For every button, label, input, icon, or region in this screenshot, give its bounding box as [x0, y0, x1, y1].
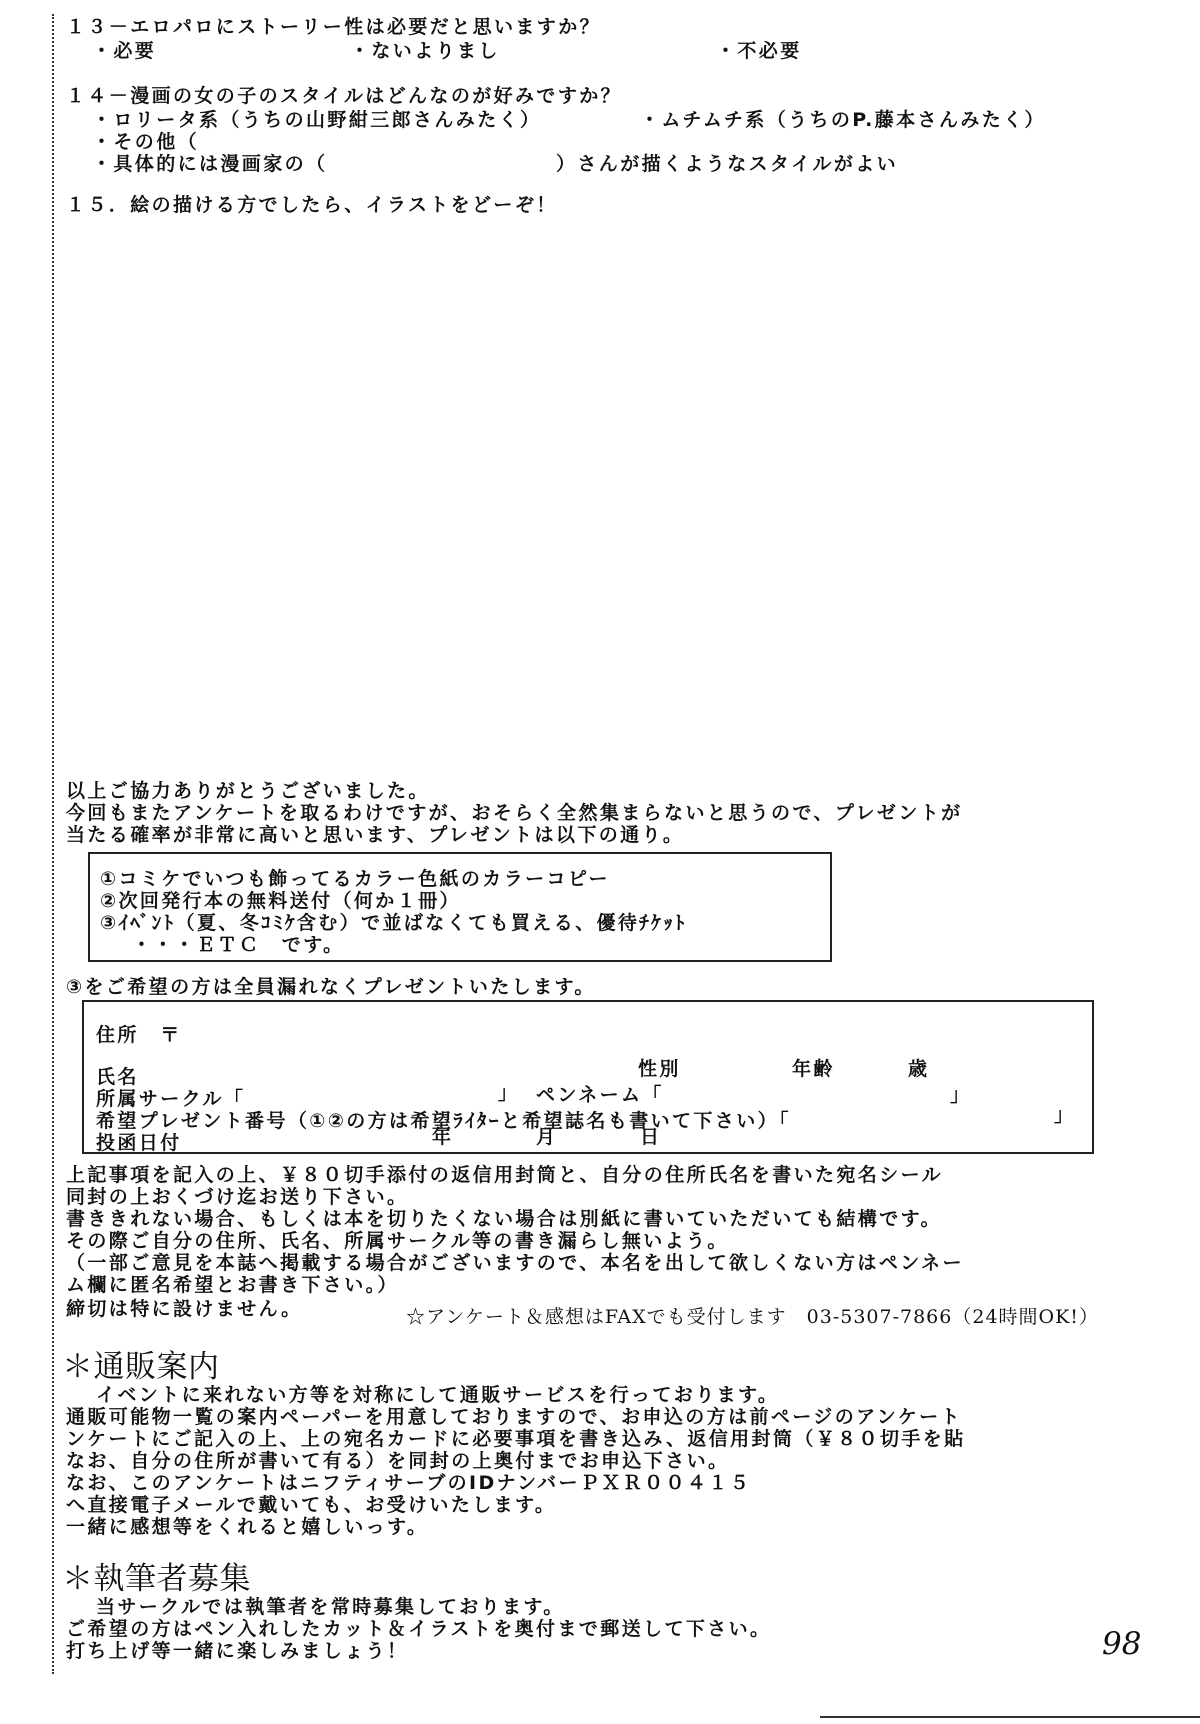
q13-option-better-than-none: ・ないよりまし	[350, 40, 500, 62]
present-note: ③をご希望の方は全員漏れなくプレゼントいたします。	[66, 976, 596, 998]
bottom-edge-rule	[820, 1716, 1200, 1718]
fax-handwritten-note: ☆アンケート＆感想はFAXでも受付します 03-5307-7866（24時間OK!）	[406, 1306, 1099, 1328]
mail-order-line-5: なお、このアンケートはニフティサーブのIDナンバーＰＸＲ００４１５	[66, 1472, 752, 1494]
instruction-line-2: 同封の上おくづけ迄お送り下さい。	[66, 1186, 409, 1208]
thanks-line-1: 以上ご協力ありがとうございました。	[66, 780, 430, 802]
mail-order-line-6: へ直接電子メールで戴いても、お受けいたします。	[66, 1494, 557, 1516]
mail-order-line-1: イベントに来れない方等を対称にして通販サービスを行っております。	[96, 1384, 780, 1406]
illustration-space	[70, 215, 1150, 770]
page-number: 98	[1102, 1626, 1142, 1662]
form-age-label: 年齢	[792, 1058, 835, 1080]
instruction-line-1: 上記事項を記入の上、￥８０切手添付の返信用封筒と、自分の住所氏名を書いた宛名シール	[66, 1164, 944, 1186]
form-gender-label: 性別	[638, 1058, 681, 1080]
form-name-label: 氏名	[96, 1066, 139, 1088]
dotted-cut-line	[52, 14, 54, 1674]
form-penname-label: ペンネーム「	[536, 1084, 664, 1106]
form-penname-close: 」	[950, 1084, 972, 1106]
form-present-number-label: 希望プレゼント番号（①②の方は希望ﾗｲﾀｰと希望誌名も書いて下さい）「	[96, 1110, 791, 1132]
question-13: １３－エロパロにストーリー性は必要だと思いますか？	[66, 16, 602, 38]
q14-option-specific-artist-tail: ）さんが描くようなスタイルがよい	[556, 153, 899, 175]
q14-option-lolita: ・ロリータ系（うちの山野紺三郎さんみたく）	[92, 109, 542, 131]
writers-wanted-heading: ＊執筆者募集	[62, 1561, 251, 1597]
writers-line-2: ご希望の方はペン入れしたカット＆イラストを奥付まで郵送して下さい。	[66, 1618, 772, 1640]
present-item-1: ①コミケでいつも飾ってるカラー色紙のカラーコピー	[100, 868, 610, 890]
mail-order-line-4: なお、自分の住所が書いて有る）を同封の上奥付までお申込下さい。	[66, 1450, 730, 1472]
form-month-label: 月	[536, 1126, 558, 1148]
thanks-line-2: 今回もまたアンケートを取るわけですが、おそらく全然集まらないと思うので、プレゼントが	[66, 802, 963, 824]
mail-order-line-3: ンケートにご記入の上、上の宛名カードに必要事項を書き込み、返信用封筒（￥８０切手を貼	[66, 1428, 966, 1450]
writers-line-1: 当サークルでは執筆者を常時募集しております。	[96, 1596, 565, 1618]
instruction-line-4: その際ご自分の住所、氏名、所属サークル等の書き漏らし無いよう。	[66, 1230, 729, 1252]
form-circle-label: 所属サークル「	[96, 1088, 246, 1110]
q14-option-specific-artist: ・具体的には漫画家の（	[92, 153, 328, 175]
mail-order-line-7: 一緒に感想等をくれると嬉しいっす。	[66, 1516, 429, 1538]
question-14: １４－漫画の女の子のスタイルはどんなのが好みですか？	[66, 85, 623, 107]
q13-option-unnecessary: ・不必要	[716, 40, 802, 62]
thanks-line-3: 当たる確率が非常に高いと思います、プレゼントは以下の通り。	[66, 824, 685, 846]
form-age-unit: 歳	[908, 1058, 930, 1080]
q13-option-necessary: ・必要	[92, 40, 157, 62]
q14-option-other: ・その他（	[92, 131, 200, 153]
present-item-3: ③ｲﾍﾞﾝﾄ（夏、冬ｺﾐｹ含む）で並ばなくても買える、優待ﾁｹｯﾄ	[100, 912, 687, 934]
q14-option-muchimuchi: ・ムチムチ系（うちのP.藤本さんみたく）	[640, 109, 1046, 131]
writers-line-3: 打ち上げ等一緒に楽しみましょう！	[66, 1640, 409, 1662]
question-15: １５．絵の描ける方でしたら、イラストをどーぞ！	[66, 194, 558, 216]
instruction-line-3: 書ききれない場合、もしくは本を切りたくない場合は別紙に書いていただいても結構です。	[66, 1208, 942, 1230]
form-circle-close: 」	[498, 1082, 520, 1104]
present-item-2: ②次回発行本の無料送付（何か１冊）	[100, 890, 461, 912]
form-day-label: 日	[640, 1126, 662, 1148]
form-date-label: 投函日付	[96, 1132, 182, 1154]
deadline-note: 締切は特に設けません。	[66, 1298, 303, 1320]
instruction-line-6: ム欄に匿名希望とお書き下さい。）	[66, 1274, 399, 1296]
form-address-label: 住所 〒	[96, 1024, 182, 1046]
mail-order-heading: ＊通販案内	[62, 1349, 220, 1385]
form-year-label: 年	[432, 1126, 454, 1148]
form-present-number-close: 」	[1054, 1104, 1076, 1126]
present-item-etc: ・・・ＥＴＣ です。	[132, 934, 345, 956]
mail-order-line-2: 通販可能物一覧の案内ペーパーを用意しておりますので、お申込の方は前ページのアンケート	[66, 1406, 962, 1428]
instruction-line-5: （一部ご意見を本誌へ掲載する場合がございますので、本名を出して欲しくない方はペンネー	[66, 1252, 964, 1274]
